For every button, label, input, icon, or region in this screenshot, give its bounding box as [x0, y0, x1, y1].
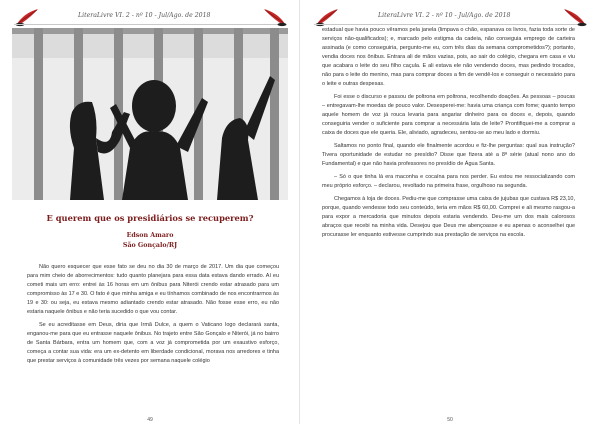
left-body-text: [27, 263, 279, 413]
article-city: São Gonçalo/RJ: [122, 242, 178, 249]
article-title: E querem que os presidiários se recuperem?: [46, 213, 254, 223]
quill-ink-icon: [562, 7, 588, 27]
header-text: LiteraLivre VI. 2 - nº 10 - Jul/Ago. de 2018: [78, 12, 211, 19]
article-author: Edson Amaro: [126, 232, 174, 239]
paragraph: Chegamos à loja de doces. Pediu-me que comprasse uma caixa de jujubas que custava R$ 23,10, porque, quando vendesse todo seu conteúdo, teria em mãos R$ 60,00. Comprei e ali mesmo rasgou-a para expor a mercadoria que minutos depois estaria vendendo. Deu-me um dos mais calorosos abraços que recebi na minha vida. Desejou que Deus me abençoasse e eu apenas o aconselhei que procurasse ler enquanto estivesse cumprindo sua prestação de serviços na escola.: [322, 196, 575, 238]
left-header: [0, 4, 300, 26]
header-rule: [314, 24, 586, 25]
prison-bars-photo: [12, 28, 288, 200]
right-header: [300, 4, 600, 26]
header-rule: [14, 24, 286, 25]
page-number: 50: [447, 417, 453, 423]
right-body-text: [322, 26, 575, 406]
page-number: 49: [147, 417, 153, 423]
paragraph: Se eu acreditasse em Deus, diria que Irmã Dulce, a quem o Vaticano logo declarará santa, enganou-me para que eu entrasse naquele ônibus. No trajeto entre São Gonçalo e Niterói, já no bairro de Santa Bárbara, entra um homem que, com a voz já comprometida por um exaustivo esforço, começa a contar sua vida: era um ex-detento em liberdade condicional, morava nos arredores e tinha que prestar serviços à comunidade três vezes por semana naquele colégio: [27, 322, 279, 364]
paragraph: Saltamos no ponto final, quando ele finalmente acordou e fiz-lhe perguntas: qual sua instrução? Tivera oportunidade de estudar no presídio? Disse que fizera até a 8ª série (atual nono ano do Fundamental) e que não havia professores no presídio de Água Santa.: [322, 143, 575, 167]
paragraph: – Só o que tinha lá era maconha e cocaína para nos perder. Eu estou me ressocializando com meu próprio esforço. – declarou, revoltado na primeira frase, orgulhoso na segunda.: [322, 174, 575, 189]
paragraph: Foi esse o discurso e passou de poltrona em poltrona, recolhendo doações. As pessoas – poucas – entregavam-lhe moedas de pouco valor. Desesperei-me: havia uma criança com fome; quanto tempo aquele homem de voz já rouca levaria para angariar dinheiro para os doces e, depois, quando conseguiria vender o suficiente para comprar a necessária lata de leite? Prontifiquei-me a comprar a caixa de doces que ele queria. Ele, aliviado, agradeceu, sentou-se ao meu lado e dormiu.: [322, 94, 575, 136]
paragraph: Não quero esquecer que esse fato se deu no dia 30 de março de 2017. Um dia que começou para mim cheio de aborrecimentos: tudo quanto planejara para essa data estava dando errado. Aí eu cometi mais um erro: entrei às 16 horas em um ônibus para Niterói crendo estar atrasado para um compromisso às 17 e 30. O fato é que minha amiga e eu tínhamos combinado de nos encontrarmos às 19 e 30: ou seja, eu estava mesmo adiantado crendo estar atrasado. Não fosse esse erro, eu não estaria naquele ônibus e não teria sucedido o que vou contar.: [27, 264, 279, 315]
quill-ink-icon: [262, 7, 288, 27]
header-text: LiteraLivre VI. 2 - nº 10 - Jul/Ago. de 2018: [378, 12, 511, 19]
paragraph: estadual que havia pouco vêramos pela janela (limpava o chão, espanava os livros, fazia toda sorte de serviços não-qualificados); e, marcado pelo estigma da cadeia, não conseguia emprego de carteira assinada (e como conseguiria, pergunto-me eu, com três dias da semana comprometidos?); portanto, vendia doces nos ônibus. Entrara ali de mãos vazias, pois, ao sair do colégio, chegara em casa e viu que acabara o leite do seu filho caçula. E ali estava ele não vendendo doces, mas pedindo trocados, não para o leite do menino, mas para comprar doces a fim de vendê-los e conseguir o necessário para o leite e outras despesas.: [322, 27, 575, 87]
